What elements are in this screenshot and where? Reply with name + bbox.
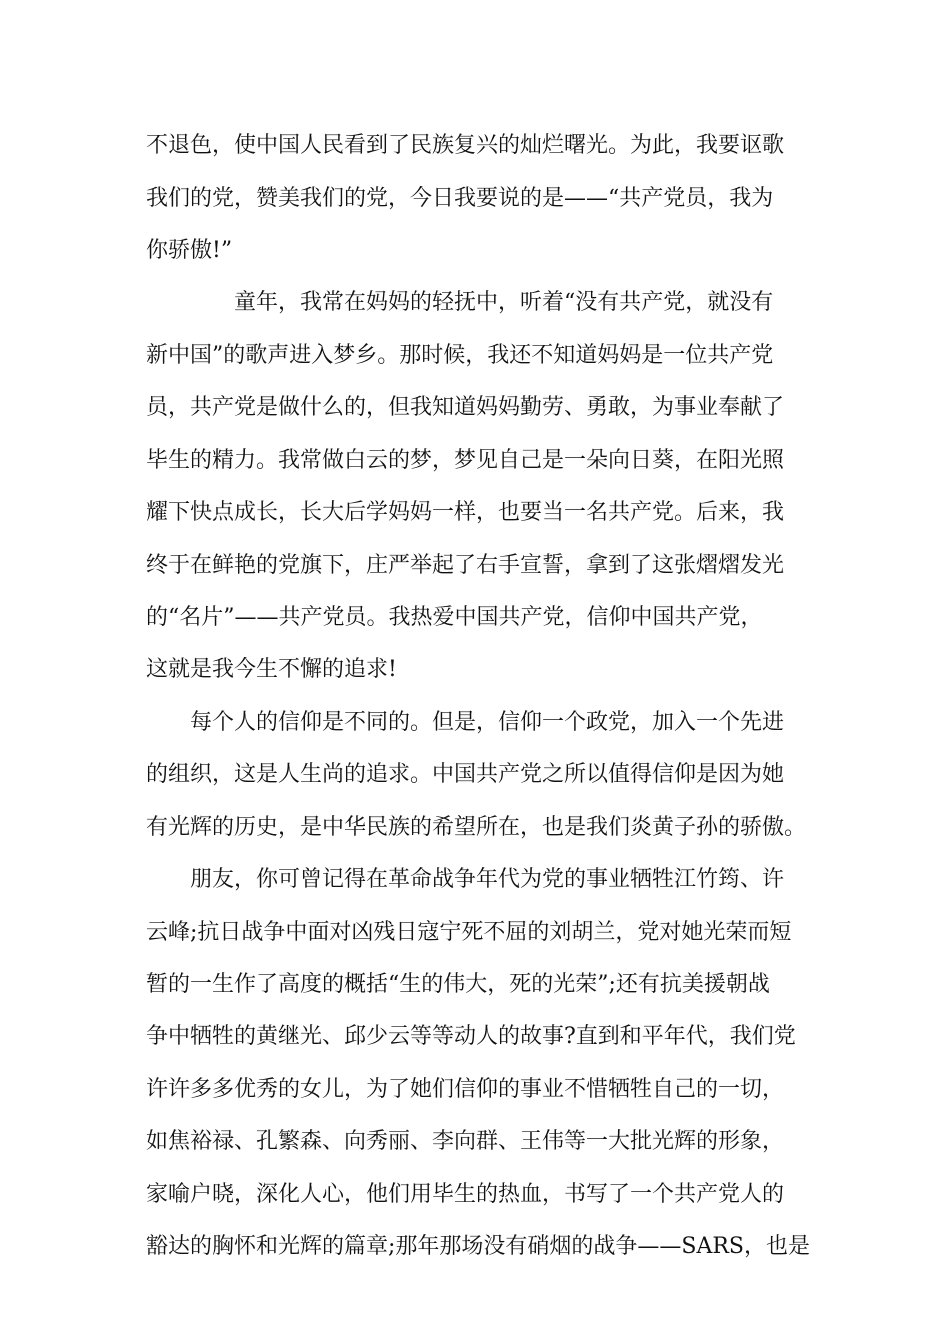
text-line: 的“名片”——共产党员。我热爱中国共产党，信仰中国共产党， [146,605,763,630]
text-line: 如焦裕禄、孔繁森、向秀丽、李向群、王伟等一大批光辉的形象， [146,1129,785,1154]
text-line: 终于在鲜艳的党旗下，庄严举起了右手宣誓，拿到了这张熠熠发光 [146,553,785,578]
text-line: 耀下快点成长，长大后学妈妈一样，也要当一名共产党。后来，我 [146,500,785,525]
text-line: 许许多多优秀的女儿，为了她们信仰的事业不惜牺牲自己的一切， [146,1077,785,1102]
text-line: 这就是我今生不懈的追求! [146,657,397,682]
text-line: 不退色，使中国人民看到了民族复兴的灿烂曙光。为此，我要讴歌 [146,133,785,158]
paragraph-first-line: 朋友，你可曾记得在革命战争年代为党的事业牺牲江竹筠、许 [190,867,785,892]
text-line: 我们的党，赞美我们的党，今日我要说的是——“共产党员，我为 [146,186,774,211]
text-line: 新中国”的歌声进入梦乡。那时候，我还不知道妈妈是一位共产党 [146,343,774,368]
text-line: 家喻户晓，深化人心，他们用毕生的热血，书写了一个共产党人的 [146,1182,785,1207]
text-line: 毕生的精力。我常做白云的梦，梦见自己是一朵向日葵，在阳光照 [146,448,785,473]
text-line: 豁达的胸怀和光辉的篇章;那年那场没有硝烟的战争——SARS，也是 [146,1234,810,1259]
text-line: 的组织，这是人生尚的追求。中国共产党之所以值得信仰是因为她 [146,762,785,787]
text-line: 暂的一生作了高度的概括“生的伟大，死的光荣”;还有抗美援朝战 [146,972,770,997]
text-line: 云峰;抗日战争中面对凶残日寇宁死不屈的刘胡兰，党对她光荣而短 [146,920,792,945]
paragraph-first-line: 童年，我常在妈妈的轻抚中，听着“没有共产党，就没有 [234,290,774,315]
text-line: 员，共产党是做什么的，但我知道妈妈勤劳、勇敢，为事业奉献了 [146,395,785,420]
text-line: 有光辉的历史，是中华民族的希望所在，也是我们炎黄子孙的骄傲。 [146,815,807,840]
text-line: 争中牺牲的黄继光、邱少云等等动人的故事?直到和平年代，我们党 [146,1024,796,1049]
paragraph-first-line: 每个人的信仰是不同的。但是，信仰一个政党，加入一个先进 [190,710,785,735]
text-line: 你骄傲!” [146,238,233,263]
